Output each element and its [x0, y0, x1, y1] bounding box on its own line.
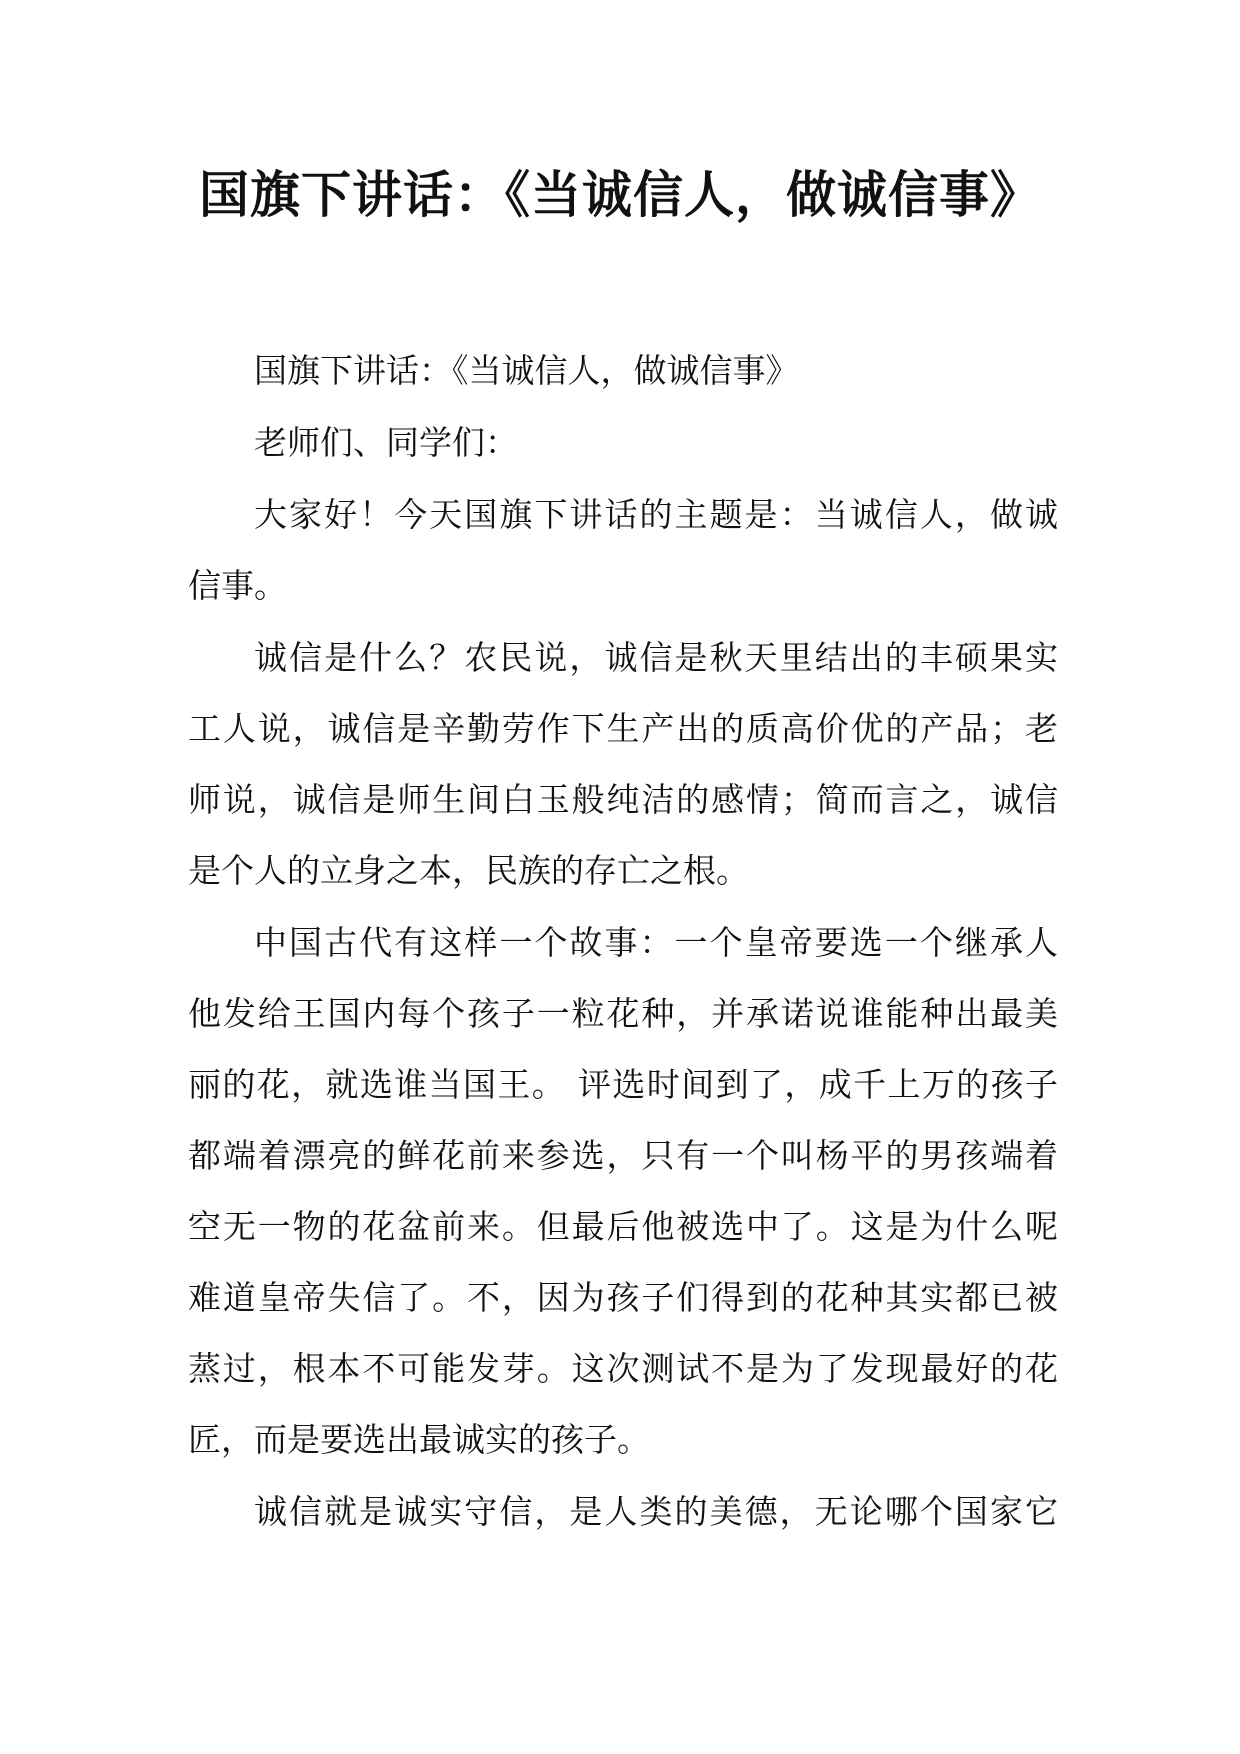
text-line: 工人说，诚信是辛勤劳作下生产出的质高价优的产品；老	[188, 709, 1058, 748]
text-line: 国旗下讲话：《当诚信人，做诚信事》	[254, 351, 799, 390]
text-line: 都端着漂亮的鲜花前来参选，只有一个叫杨平的男孩端着	[188, 1136, 1058, 1175]
text-line: 他发给王国内每个孩子一粒花种，并承诺说谁能种出最美	[188, 994, 1058, 1033]
paragraph-heading-repeat	[188, 335, 1058, 406]
text-line: 蒸过，根本不可能发芽。这次测试不是为了发现最好的花	[188, 1349, 1058, 1388]
document-body	[188, 335, 1058, 1548]
text-line: 大家好！今天国旗下讲话的主题是：当诚信人，做诚	[254, 495, 1058, 534]
text-line: 中国古代有这样一个故事：一个皇帝要选一个继承人	[254, 923, 1058, 962]
paragraph-greeting	[188, 479, 1058, 621]
text-line: 丽的花，就选谁当国王。 评选时间到了，成千上万的孩子	[188, 1065, 1058, 1104]
paragraph-integrity-virtue	[188, 1476, 1058, 1547]
text-line: 匠，而是要选出最诚实的孩子。	[188, 1420, 650, 1459]
document-title: 国旗下讲话：《当诚信人，做诚信事》	[199, 165, 1041, 224]
text-line: 老师们、同学们：	[254, 423, 518, 462]
text-line: 师说，诚信是师生间白玉般纯洁的感情；简而言之，诚信	[188, 780, 1058, 819]
text-line: 空无一物的花盆前来。但最后他被选中了。这是为什么呢	[188, 1207, 1058, 1246]
paragraph-salutation	[188, 407, 1058, 478]
text-line: 信事。	[188, 566, 287, 605]
paragraph-what-is-integrity	[188, 622, 1058, 906]
paragraph-ancient-story	[188, 907, 1058, 1475]
text-line: 难道皇帝失信了。不，因为孩子们得到的花种其实都已被	[188, 1278, 1058, 1317]
text-line: 诚信就是诚实守信，是人类的美德，无论哪个国家它	[254, 1492, 1058, 1531]
text-line: 是个人的立身之本，民族的存亡之根。	[188, 851, 749, 890]
text-line: 诚信是什么？农民说，诚信是秋天里结出的丰硕果实	[254, 638, 1058, 677]
